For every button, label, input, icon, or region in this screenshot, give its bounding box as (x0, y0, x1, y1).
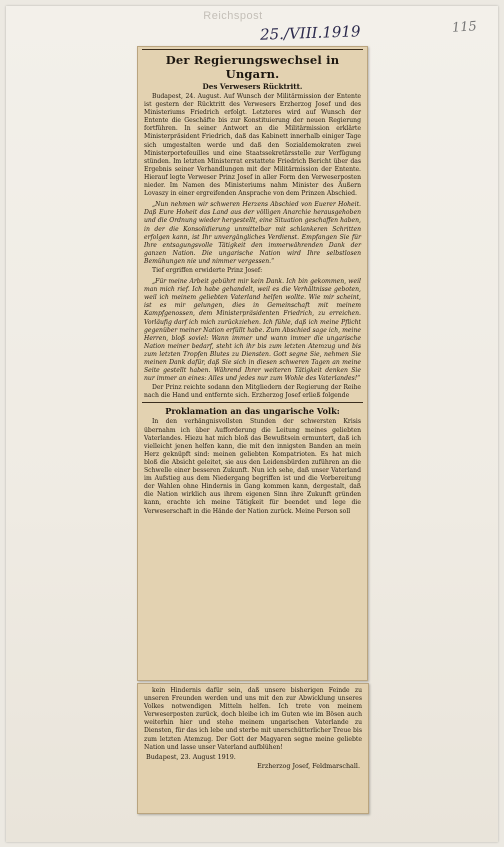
newspaper-clipping-continuation (137, 683, 369, 814)
paragraph-proclamation-part2: kein Hindernis dafür sein, daß unsere bisherigen Feinde zu unseren Freunden werden und uns mit den zur Abwicklung unseres Volkes notwendigen Mitteln helfen. Ich trete von meinem Verweserposten zurück, doch bleibe ich im Guten wie im Bösen auch weiterhin hier und stehe meinem ungarischen Vaterlande zu Diensten, für das ich lebe und sterbe mit unerschütterlicher Treue bis zum letzten Atemzug. Der Gott der Magyaren segne meine geliebte Nation und lasse unser Vaterland aufblühen! (144, 687, 362, 751)
section-rule (142, 402, 363, 403)
paragraph-prince-reply: „Für meine Arbeit gebührt mir kein Dank. Ich bin gekommen, weil man mich rief. Ich habe gehandelt, weil es die Verhältnisse geboten, weil ich meinem geliebten Vaterland helfen wollte. Wie mir scheint, ist es mir gelungen, dies in Gemeinschaft mit meinem Kampfgenossen, dem Ministerpräsidenten Friedrich, zu erreichen. Vorläufig darf ich mich zurückziehen. Ich fühle, daß ich meine Pflicht gegenüber meiner Nation erfüllt habe. Zum Abschied sage ich, meine Herren, bloß soviel: Wann immer und wann immer die ungarische Nation meiner bedarf, steht ich ihr bis zum letzten Atemzug und bis zum letzten Tropfen Blutes zu Diensten. Gott segne Sie, nehmen Sie meinen Dank dafür, daß Sie sich in diesen schweren Tagen an meine Seite gestellt haben. Während Ihrer weiteren Tätigkeit denken Sie nur immer an eines: Alles und jedes nur zum Wohle des Vaterlandes!“ (144, 278, 361, 383)
paragraph-departure: Der Prinz reichte sodann den Mitgliedern der Regierung der Reihe nach die Hand und entfernte sich. Erzherzog Josef erließ folgende (144, 384, 361, 400)
folio-number: 115 (451, 19, 478, 36)
article-headline: Der Regierungswechsel in Ungarn. (165, 53, 340, 81)
paragraph-reply-intro: Tief ergriffen erwiderte Prinz Josef: (152, 266, 263, 274)
paragraph-farewell-speech: „Nun nehmen wir schweren Herzens Abschied von Euerer Hoheit. Daß Eure Hoheit das Land aus der völligen Anarchie herausgehoben und die Ordnung wieder hergestellt, eine Situation geschaffen haben, in der die Konsolidierung unmittelbar mit schlankeren Schritten erfolgen kann, ist Ihr unvergängliches Verdienst. Empfangen Sie für Ihre entsagungsvolle Tätigkeit den immerwährenden Dank der ganzen Nation. Die ungarische Nation wird Ihre selbstlosen Bemühungen nie und nimmer vergessen.“ (144, 201, 361, 265)
paragraph-proclamation-part1: In den verhängnisvollsten Stunden der schwersten Krisis übernahm ich über Aufforderung die Leitung meines geliebten Vaterlandes. Hiezu hat mich bloß das Bewußtsein ermuntert, daß ich vielleicht jenen helfen kann, die mit den innigsten Banden an mein Herz geknüpft sind: meinen geliebten Kompatrioten. Es hat mich bloß die Absicht geleitet, sie aus den Leidensbürden zuführen an die Schwelle einer besseren Zukunft. Nun ich sehe, daß unser Vaterland im Aufstieg aus dem Niedergang begriffen ist und die Vorbereitung der Wahlen ohne Hindernis in Gang kommen kann, dergestalt, daß die Nation wirklich aus ihrem eigenen Sinn ihre Zukunft gründen kann, erachte ich meine Tätigkeit für beendet und lege die Verweserschaft in die Hände der Nation zurück. Meine Person soll (144, 418, 361, 515)
newspaper-stamp: Reichspost (203, 10, 263, 22)
place-date: Budapest, 23. August 1919. (146, 752, 236, 761)
top-rule (142, 49, 363, 50)
newspaper-clipping-main (137, 46, 368, 681)
paragraph-report: Budapest, 24. August. Auf Wunsch der Militärmission der Entente ist gestern der Rücktritt des Verwesers Erzherzog Josef und des Ministeriums Friedrich erfolgt. Letzteres wird auf Wunsch der Entente die Geschäfte bis zur Konstituierung der neuen Regierung fortführen. In seiner Antwort an die Militärmission erklärte Ministerpräsident Friedrich, daß das Kabinett innerhalb einiger Tage sich umgestalten werde und daß den Sozialdemokraten zwei Ministerportefeuilles und eine Staatssekretärsstelle zur Verfügung stünden. Im letzten Ministerrat erstattete Friedrich Bericht über das Ergebnis seiner Verhandlungen mit der Militärmission der Entente. Hierauf legte Verweser Prinz Josef in aller Form den Verweserposten nieder. Im Namen des Ministeriums nahm Minister des Äußern Lovaszy in einer ergreifenden Ansprache von dem Prinzen Abschied. (144, 93, 361, 198)
article-subheadline: Des Verwesers Rücktritt. (202, 82, 303, 91)
signature: Erzherzog Josef, Feldmarschall. (257, 761, 360, 770)
proclamation-title: Proklamation an das ungarische Volk: (165, 406, 340, 417)
handwritten-date: 25./VIII.1919 (259, 22, 361, 44)
